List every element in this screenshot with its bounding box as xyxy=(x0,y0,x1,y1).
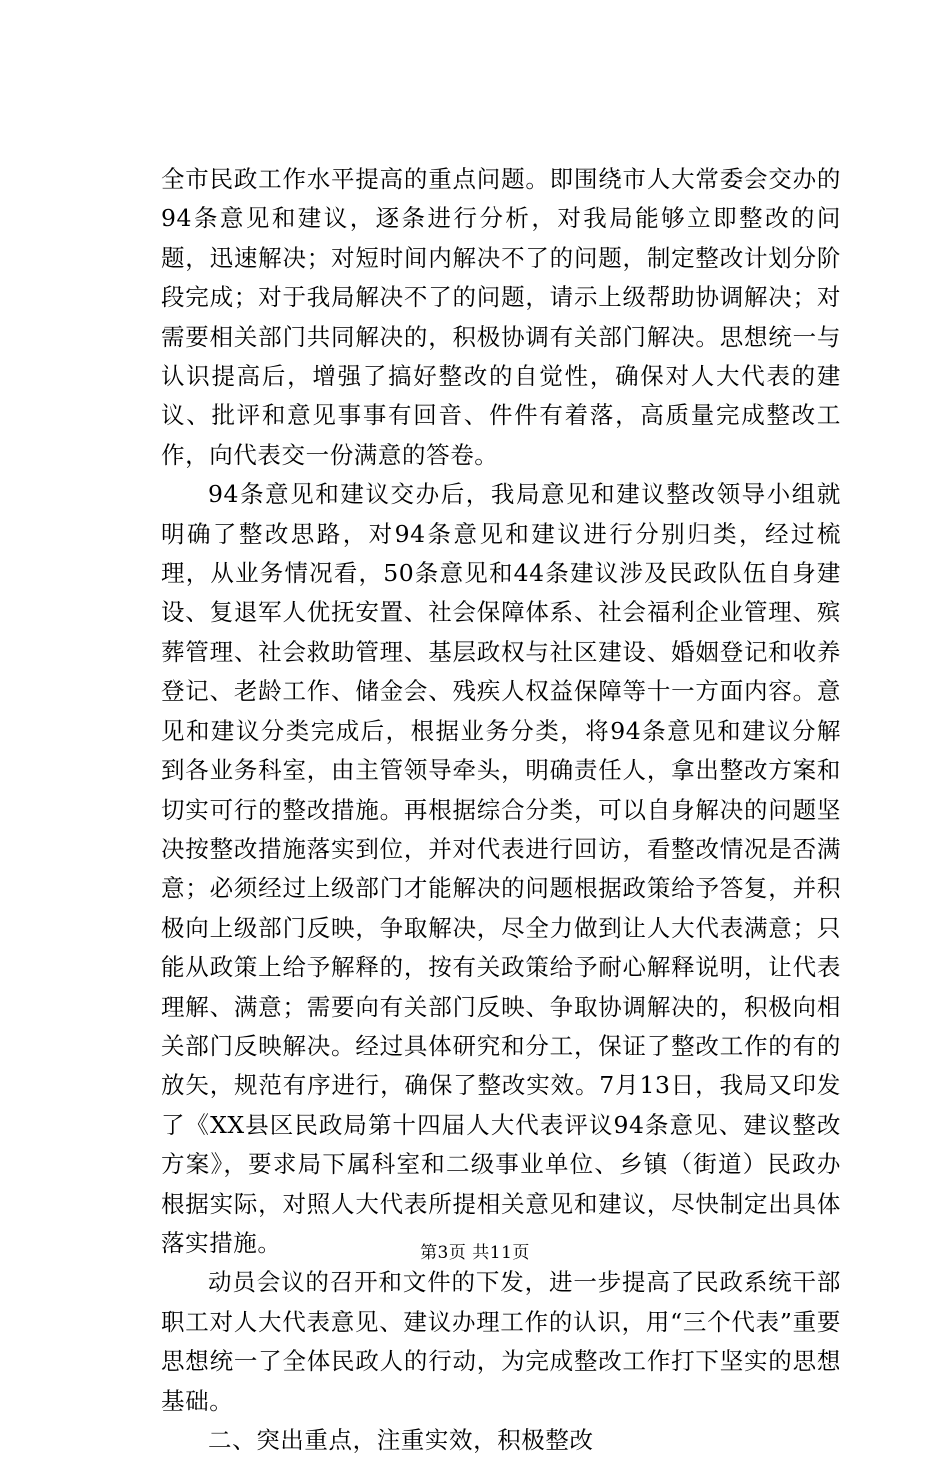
paragraph-1: 全市民政工作水平提高的重点问题。即围绕市人大常委会交办的94条意见和建议，逐条进行分析，对我局能够立即整改的问题，迅速解决；对短时间内解决不了的问题，制定整改计划分阶段完成；对于我局解决不了的问题，请示上级帮助协调解决；对需要相关部门共同解决的，积极协调有关部门解决。思想统一与认识提高后，增强了搞好整改的自觉性，确保对人大代表的建议、批评和意见事事有回音、件件有着落，高质量完成整改工作，向代表交一份满意的答卷。 xyxy=(161,165,841,469)
paragraph-2: 94条意见和建议交办后，我局意见和建议整改领导小组就明确了整改思路，对94条意见和建议进行分别归类，经过梳理，从业务情况看，50条意见和44条建议涉及民政队伍自身建设、复退军人优抚安置、社会保障体系、社会福利企业管理、殡葬管理、社会救助管理、基层政权与社区建设、婚姻登记和收养登记、老龄工作、储金会、残疾人权益保障等十一方面内容。意见和建议分类完成后，根据业务分类，将94条意见和建议分解到各业务科室，由主管领导牵头，明确责任人，拿出整改方案和切实可行的整改措施。再根据综合分类，可以自身解决的问题坚决按整改措施落实到位，并对代表进行回访，看整改情况是否满意；必须经过上级部门才能解决的问题根据政策给予答复，并积极向上级部门反映，争取解决，尽全力做到让人大代表满意；只能从政策上给予解释的，按有关政策给予耐心解释说明，让代表理解、满意；需要向有关部门反映、争取协调解决的，积极向相关部门反映解决。经过具体研究和分工，保证了整改工作的有的放矢，规范有序进行，确保了整改实效。7月13日，我局又印发了《XX县区民政局第十四届人大代表评议94条意见、建议整改方案》，要求局下属科室和二级事业单位、乡镇（街道）民政办根据实际，对照人大代表所提相关意见和建议，尽快制定出具体落实措施。 xyxy=(161,480,841,1257)
page-footer xyxy=(0,1242,950,1264)
document-body xyxy=(161,160,841,1460)
page-number: 第3页 共11页 xyxy=(420,1243,530,1263)
section-heading: 二、突出重点，注重实效，积极整改 xyxy=(208,1426,594,1454)
paragraph-3: 动员会议的召开和文件的下发，进一步提高了民政系统干部职工对人大代表意见、建议办理工作的认识，用“三个代表”重要思想统一了全体民政人的行动，为完成整改工作打下坚实的思想基础。 xyxy=(161,1268,841,1415)
